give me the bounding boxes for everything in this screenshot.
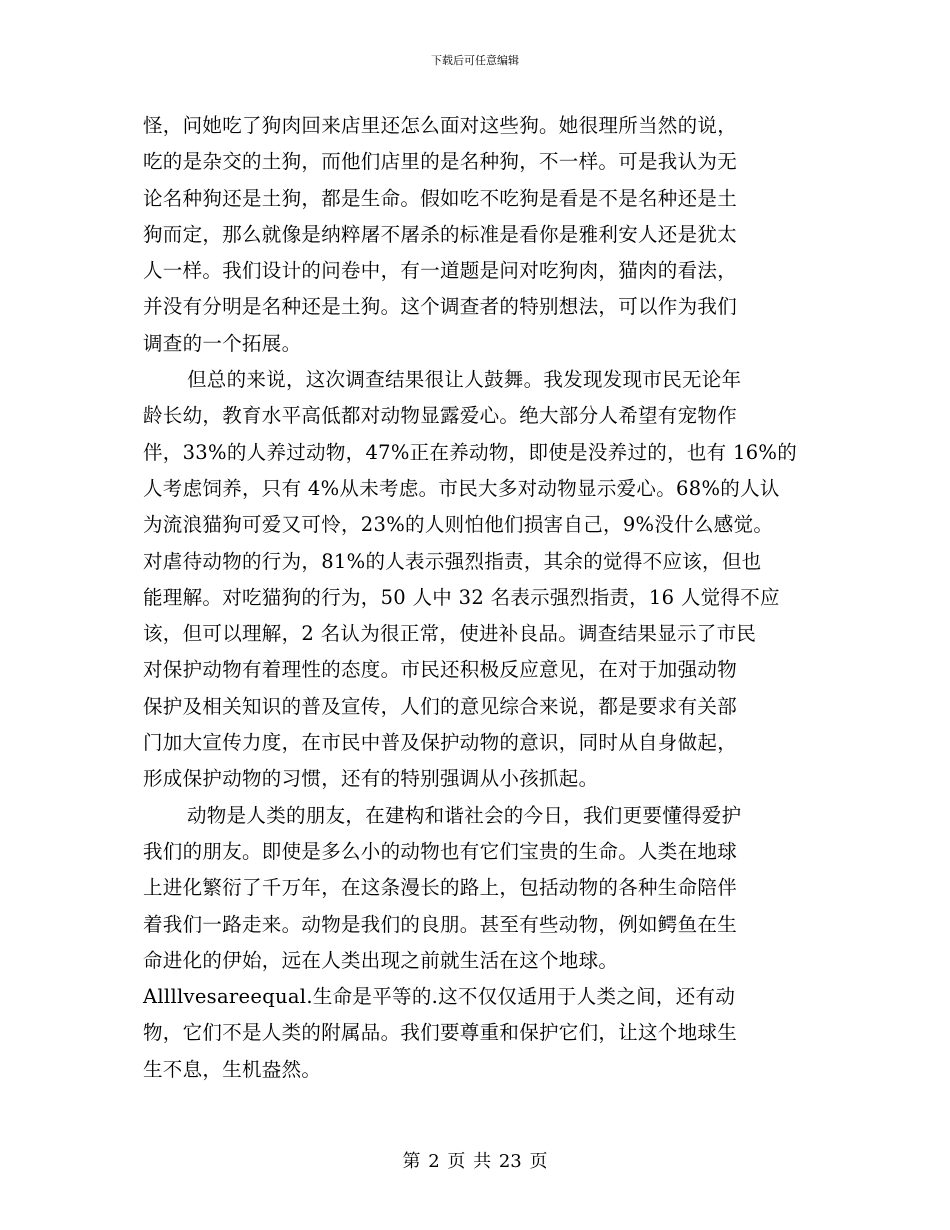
text-line: 狗而定，那么就像是纳粹屠不屠杀的标准是看你是雅利安人还是犹太 (143, 222, 738, 246)
text-line: 上进化繁衍了千万年，在这条漫长的路上，包括动物的各种生命陪伴 (143, 876, 738, 900)
text-line: Allllvesareequal.生命是平等的.这不仅仅适用于人类之间，还有动 (143, 985, 736, 1009)
text-line: 生不息，生机盎然。 (143, 1057, 322, 1081)
document-body (143, 108, 809, 1088)
text-line: 怪，问她吃了狗肉回来店里还怎么面对这些狗。她很理所当然的说， (143, 114, 738, 137)
text-line: 该，但可以理解，2 名认为很正常，使进补良品。调查结果显示了市民 (143, 622, 757, 646)
text-line: 人考虑饲养，只有 4%从未考虑。市民大多对动物显示爱心。68%的人认 (143, 476, 780, 500)
header-note: 下载后可任意编辑 (431, 54, 519, 67)
text-line: 我们的朋友。即使是多么小的动物也有它们宝贵的生命。人类在地球 (143, 839, 738, 863)
text-line: 物，它们不是人类的附属品。我们要尊重和保护它们，让这个地球生 (143, 1021, 738, 1045)
page-number: 第 2 页 共 23 页 (402, 1151, 548, 1172)
text-line: 论名种狗还是土狗，都是生命。假如吃不吃狗是看是不是名种还是土 (143, 186, 738, 210)
text-line: 对保护动物有着理性的态度。市民还积极反应意见，在对于加强动物 (143, 658, 738, 682)
text-line: 保护及相关知识的普及宣传，人们的意见综合来说，都是要求有关部 (143, 694, 738, 718)
text-line: 吃的是杂交的土狗，而他们店里的是名种狗，不一样。可是我认为无 (143, 150, 738, 174)
page-footer (0, 1150, 950, 1174)
text-line: 门加大宣传力度，在市民中普及保护动物的意识，同时从自身做起， (143, 731, 738, 755)
text-line: 动物是人类的朋友，在建构和谐社会的今日，我们更要懂得爱护 (187, 803, 742, 827)
text-line: 形成保护动物的习惯，还有的特别强调从小孩抓起。 (143, 767, 599, 791)
page-header (0, 54, 950, 68)
text-line: 对虐待动物的行为，81%的人表示强烈指责，其余的觉得不应该，但也 (143, 549, 762, 573)
text-line: 人一样。我们设计的问卷中，有一道题是问对吃狗肉，猫肉的看法， (143, 259, 738, 283)
text-line: 为流浪猫狗可爱又可怜，23%的人则怕他们损害自己，9%没什么感觉。 (143, 513, 774, 537)
text-line: 能理解。对吃猫狗的行为，50 人中 32 名表示强烈指责，16 人觉得不应 (143, 585, 780, 609)
text-line: 但总的来说，这次调查结果很让人鼓舞。我发现发现市民无论年 (187, 368, 742, 392)
text-line: 并没有分明是名种还是土狗。这个调查者的特别想法，可以作为我们 (143, 295, 738, 319)
text-line: 伴，33%的人养过动物，47%正在养动物，即使是没养过的，也有 16%的 (143, 440, 798, 464)
text-line: 着我们一路走来。动物是我们的良朋。甚至有些动物，例如鳄鱼在生 (143, 912, 738, 936)
text-line: 调查的一个拓展。 (143, 331, 302, 355)
text-line: 命进化的伊始，远在人类出现之前就生活在这个地球。 (143, 948, 619, 972)
text-line: 龄长幼，教育水平高低都对动物显露爱心。绝大部分人希望有宠物作 (143, 404, 738, 428)
